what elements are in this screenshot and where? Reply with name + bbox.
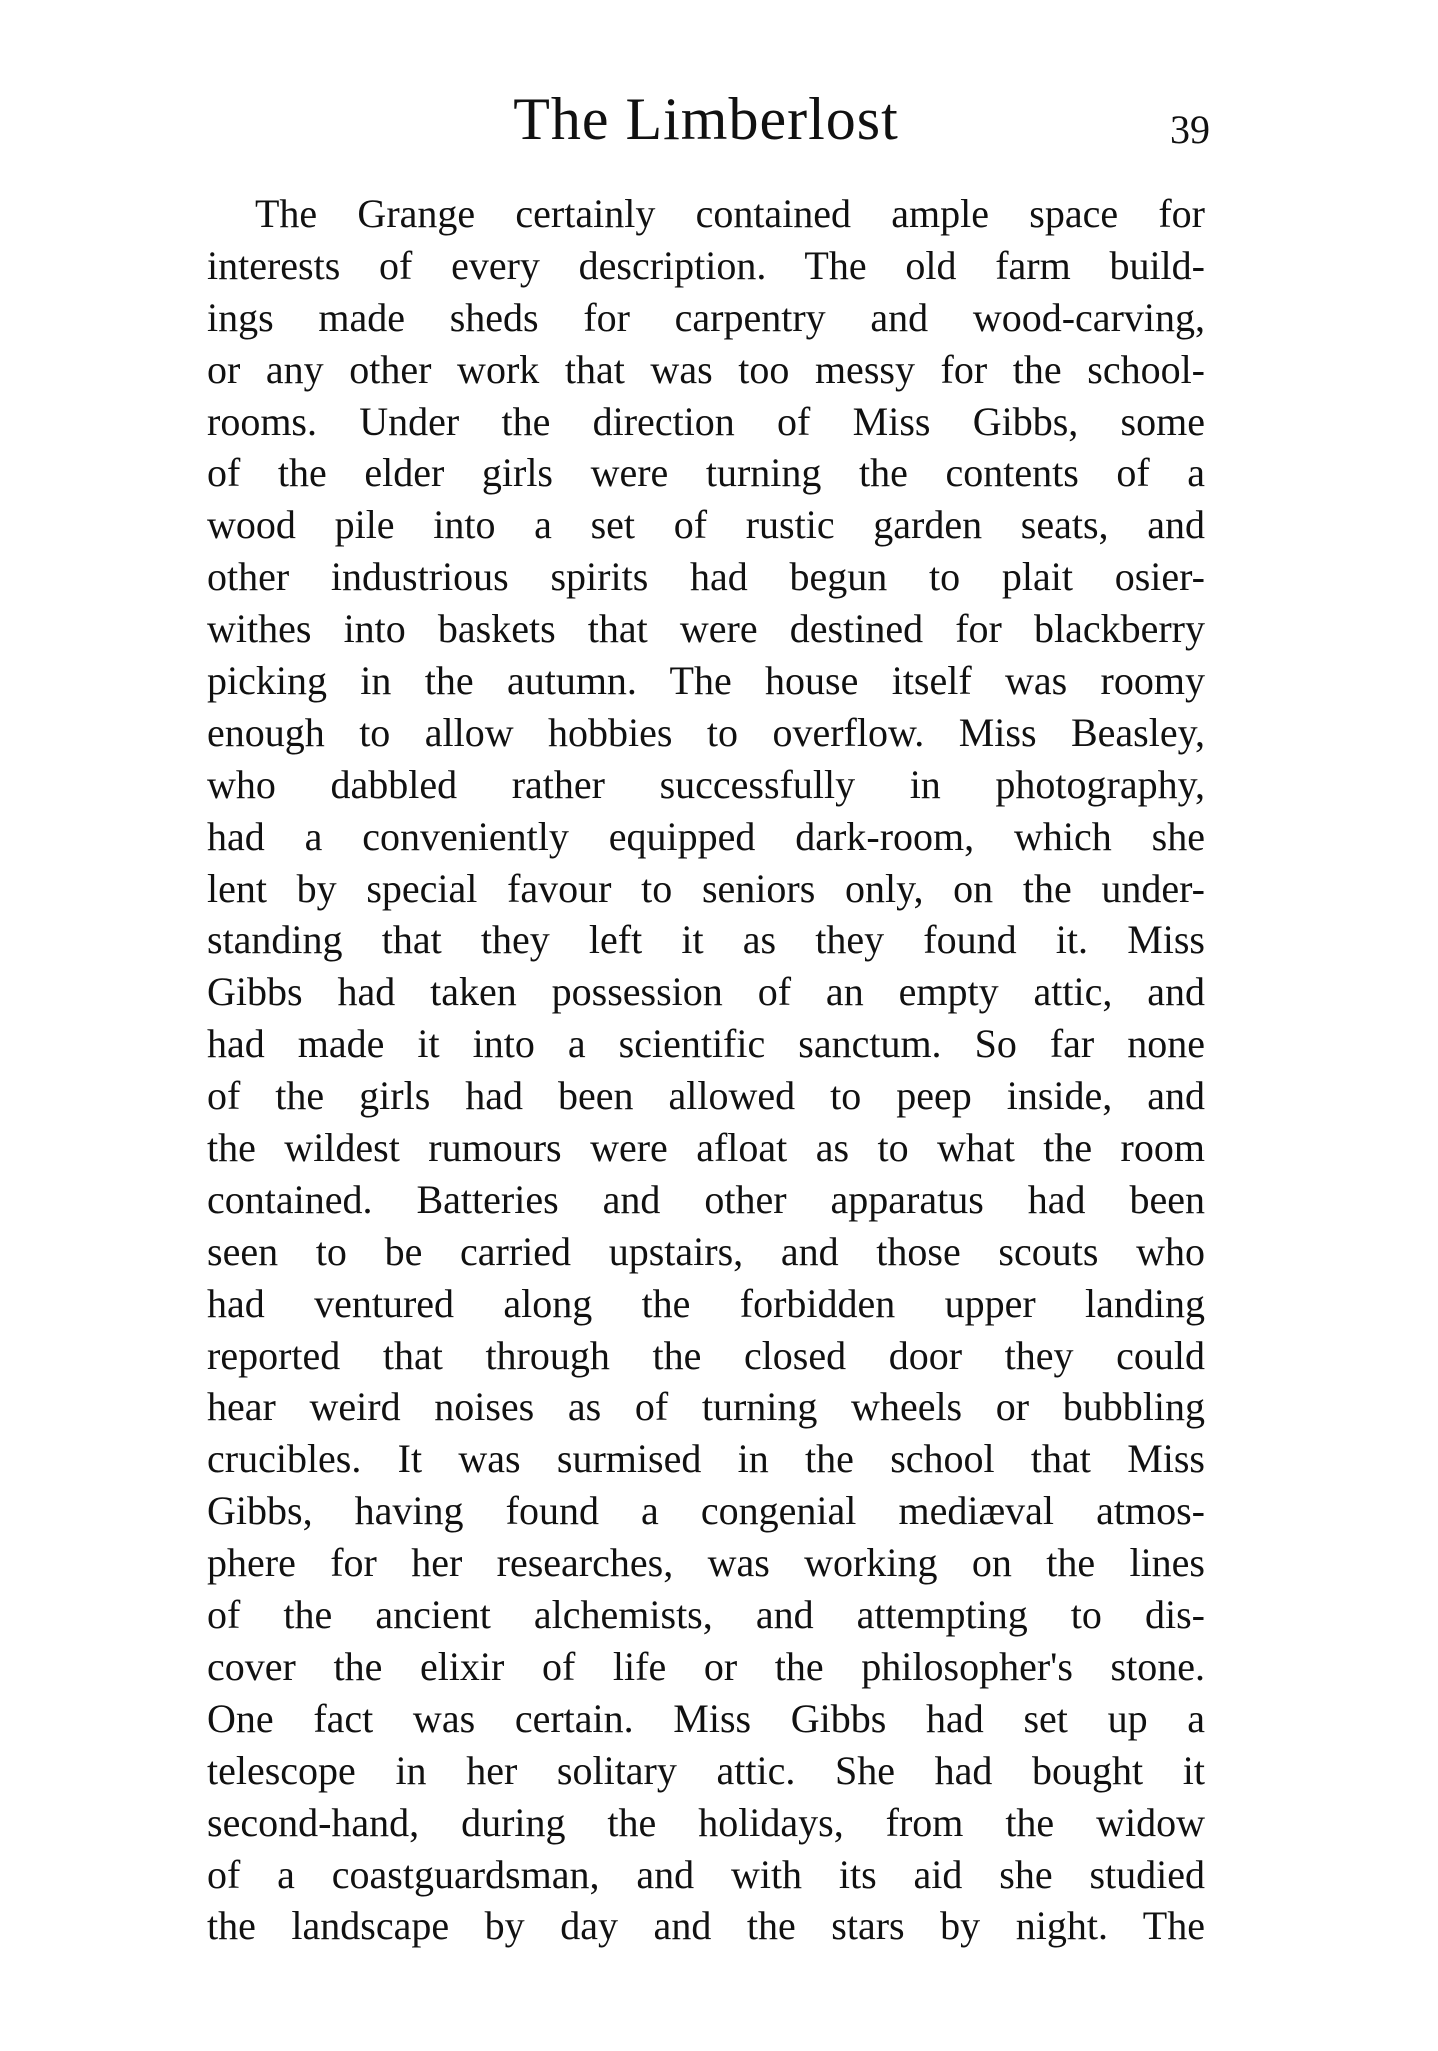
text-line: phere for her researches, was working on the lines <box>207 1540 1205 1586</box>
text-line: enough to allow hobbies to overflow. Miss Beasley, <box>207 709 1205 755</box>
text-line: standing that they left it as they found it. Miss <box>207 917 1205 963</box>
text-line: Gibbs, having found a congenial mediæval atmos- <box>207 1488 1205 1534</box>
text-line: One fact was certain. Miss Gibbs had set up a <box>207 1695 1205 1741</box>
text-line: the landscape by day and the stars by night. The <box>207 1903 1205 1949</box>
page-number: 39 <box>1170 107 1210 152</box>
text-line: of the elder girls were turning the contents of a <box>207 450 1205 496</box>
text-line: telescope in her solitary attic. She had bought it <box>207 1747 1205 1793</box>
text-line: had ventured along the forbidden upper landing <box>207 1280 1205 1326</box>
text-line: of the ancient alchemists, and attempting to dis- <box>207 1592 1205 1638</box>
text-line: had a conveniently equipped dark-room, which she <box>207 813 1205 859</box>
text-line: the wildest rumours were afloat as to what the room <box>207 1125 1205 1171</box>
text-line: rooms. Under the direction of Miss Gibbs, some <box>207 398 1205 444</box>
text-line: reported that through the closed door they could <box>207 1332 1205 1378</box>
text-line: Gibbs had taken possession of an empty attic, and <box>207 969 1205 1015</box>
text-line: who dabbled rather successfully in photography, <box>207 761 1205 807</box>
text-line: withes into baskets that were destined for blackberry <box>207 606 1205 652</box>
running-title: The Limberlost <box>513 86 899 152</box>
text-line: cover the elixir of life or the philosopher's stone. <box>207 1643 1205 1689</box>
text-line: hear weird noises as of turning wheels or bubbling <box>207 1384 1205 1430</box>
text-line: second-hand, during the holidays, from the widow <box>207 1799 1205 1845</box>
text-line: lent by special favour to seniors only, on the under- <box>207 865 1205 911</box>
text-line: had made it into a scientific sanctum. So far none <box>207 1021 1205 1067</box>
text-line: seen to be carried upstairs, and those scouts who <box>207 1228 1205 1274</box>
text-line: other industrious spirits had begun to plait osier- <box>207 554 1205 600</box>
text-line: crucibles. It was surmised in the school that Miss <box>207 1436 1205 1482</box>
body-paragraph <box>207 188 1205 1952</box>
text-line: ings made sheds for carpentry and wood-carving, <box>207 294 1205 340</box>
text-line: wood pile into a set of rustic garden seats, and <box>207 502 1205 548</box>
text-line: picking in the autumn. The house itself was roomy <box>207 658 1205 704</box>
text-line: of a coastguardsman, and with its aid she studied <box>207 1851 1205 1897</box>
text-line: of the girls had been allowed to peep inside, and <box>207 1073 1205 1119</box>
text-line: The Grange certainly contained ample space for <box>255 191 1205 236</box>
text-line: interests of every description. The old farm build- <box>207 242 1205 288</box>
text-line: contained. Batteries and other apparatus had been <box>207 1176 1205 1222</box>
text-line: or any other work that was too messy for the school- <box>207 346 1205 392</box>
